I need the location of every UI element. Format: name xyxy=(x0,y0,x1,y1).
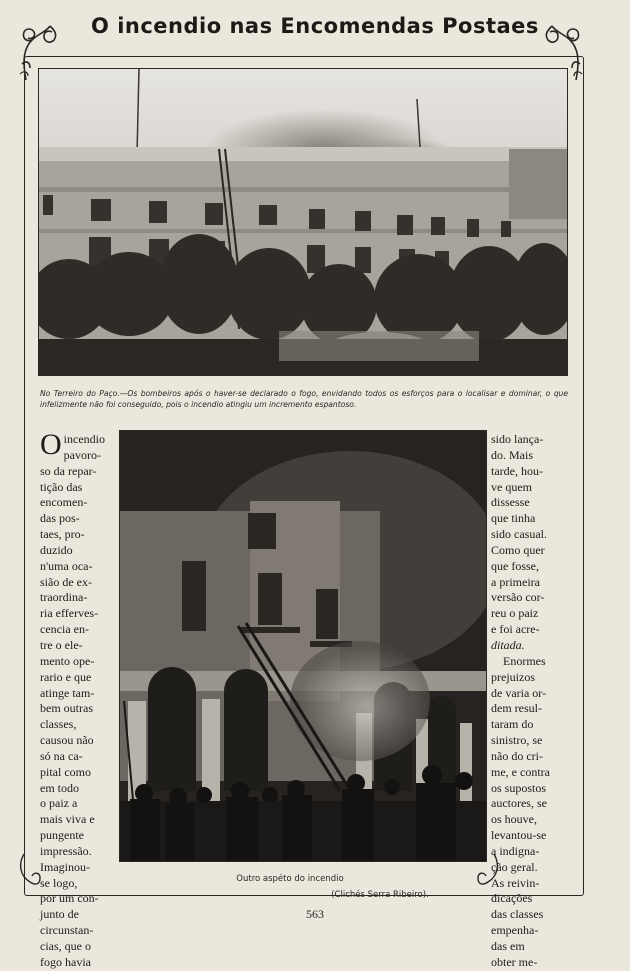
article-line: se logo, xyxy=(40,875,78,890)
article-line: circunstan- xyxy=(40,923,94,938)
article-line: das em xyxy=(491,939,525,953)
page-number: 563 xyxy=(306,907,324,921)
article-line: taram do xyxy=(491,717,534,732)
photo-credit: (Clichés Serra Ribeiro). xyxy=(331,890,429,900)
article-line: em todo xyxy=(40,780,79,795)
article-line: cias, que o xyxy=(40,939,91,953)
article-line: levantou-se xyxy=(491,828,547,843)
article-line: sido casual. xyxy=(491,527,547,542)
article-line: so da repar- xyxy=(40,463,97,478)
article-line: causou não xyxy=(40,733,94,748)
article-line: a indigna- xyxy=(491,843,540,858)
article-line: encomen- xyxy=(40,495,88,510)
article-line: atinge tam- xyxy=(40,685,95,700)
article-line: incendio xyxy=(63,432,105,446)
article-line: e foi acre- xyxy=(491,622,540,637)
article-line: dem resul- xyxy=(491,701,542,716)
article-line: pital como xyxy=(40,764,91,779)
article-line: versão cor- xyxy=(491,590,545,605)
article-line: os supostos xyxy=(491,780,547,795)
bottom-photo-night-fire xyxy=(119,430,487,862)
top-photo-building-fire xyxy=(38,68,568,376)
article-line: mais viva e xyxy=(40,812,95,827)
article-line: tição das xyxy=(40,479,83,494)
article-dropcap: O xyxy=(40,428,62,461)
article-line: os houve, xyxy=(491,812,537,827)
article-line: empenha- xyxy=(491,923,539,938)
article-line: das classes xyxy=(491,907,544,922)
article-line: de varia or- xyxy=(491,685,547,700)
article-line: que fosse, xyxy=(491,558,539,573)
article-line: por um con- xyxy=(40,891,99,906)
article-line: Enormes xyxy=(503,653,546,668)
article-line: só na ca- xyxy=(40,748,83,763)
article-line: sião de ex- xyxy=(40,574,92,589)
article-line: sido lança- xyxy=(491,432,544,446)
article-line: mento ope- xyxy=(40,653,95,668)
article-line: pavoro- xyxy=(63,447,101,462)
article-line: que tinha xyxy=(491,511,536,526)
article-line: não do cri- xyxy=(491,748,543,763)
article-line: pungente xyxy=(40,828,84,843)
article-line: ção geral. xyxy=(491,859,538,874)
article-line: prejuizos xyxy=(491,669,535,684)
article-line: junto de xyxy=(40,907,79,922)
article-line: me, e contra xyxy=(491,764,550,779)
article-line: classes, xyxy=(40,717,77,732)
article-line: As reivin- xyxy=(491,875,540,890)
article-line: dicações xyxy=(491,891,533,906)
article-right-column xyxy=(491,432,569,971)
article-line: sinistro, se xyxy=(491,733,543,748)
article-line: ditada. xyxy=(491,637,525,652)
bottom-photo-caption: Outro aspéto do incendio xyxy=(236,874,344,884)
article-line: tarde, hou- xyxy=(491,463,543,478)
article-line: fogo havia xyxy=(40,954,91,969)
article-line: ve quem xyxy=(491,479,532,494)
article-line: taes, pro- xyxy=(40,527,85,542)
article-line: Imaginou- xyxy=(40,859,90,874)
article-line: duzido xyxy=(40,542,73,557)
article-line: obter me- xyxy=(491,954,538,969)
article-line: bem outras xyxy=(40,701,93,716)
article-line: o paiz a xyxy=(40,796,78,811)
article-line: ria efferves- xyxy=(40,606,99,621)
article-line: traordina- xyxy=(40,590,88,605)
article-line: dissesse xyxy=(491,495,530,510)
article-line: auctores, se xyxy=(491,796,547,811)
article-line: do. Mais xyxy=(491,447,533,462)
article-line: cencia en- xyxy=(40,622,89,637)
article-line: rario e que xyxy=(40,669,92,684)
article-line: n'uma oca- xyxy=(40,558,93,573)
article-left-column xyxy=(40,428,106,971)
article-line: a primeira xyxy=(491,574,540,589)
article-line: Como quer xyxy=(491,542,545,557)
article-line: impressão. xyxy=(40,843,92,858)
top-photo-caption: No Terreiro do Paço.—Os bombeiros após o haver-se declarado o fogo, envidando todos os esforços para o localisar e dominar, o que infelizmente não foi conseguido, pois o incendio atingiu um incremento espantoso. xyxy=(40,389,568,409)
page-title: O incendio nas Encomendas Postaes xyxy=(91,14,539,38)
article-line: das pos- xyxy=(40,511,80,526)
article-line: reu o paiz xyxy=(491,606,539,621)
article-line: tre o ele- xyxy=(40,637,83,652)
